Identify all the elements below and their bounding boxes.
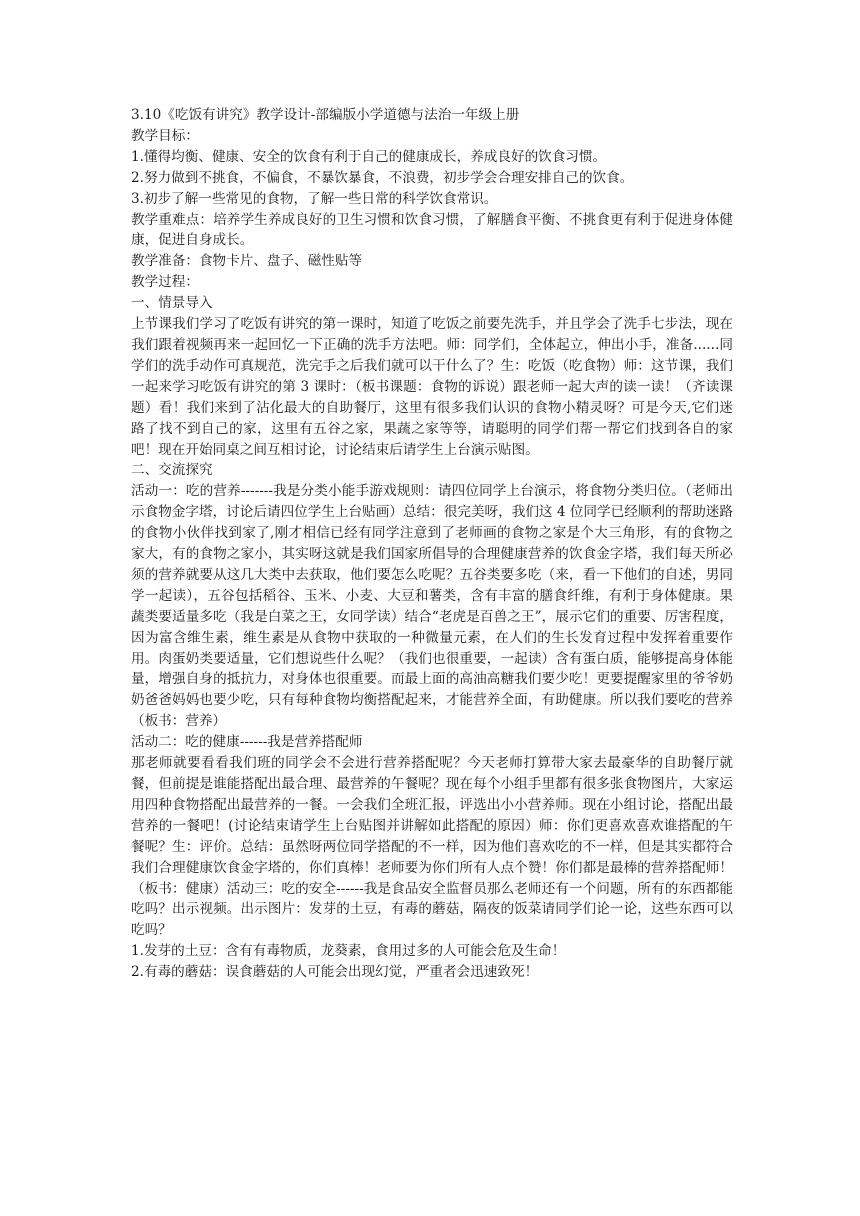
objective-item: 2.努力做到不挑食，不偏食，不暴饮暴食，不浪费，初步学会合理安排自己的饮食。: [131, 169, 634, 186]
document-title: 3.10《吃饭有讲究》教学设计-部编版小学道德与法治一年级上册: [131, 107, 520, 123]
section2-heading: 二、交流探究: [131, 462, 213, 479]
activity1-body: 活动一：吃的营养-------我是分类小能手游戏规则：请四位同学上台演示，将食物分类归位。（老师出示食物金字塔，讨论后请四位学生上台贴画）总结：很完美呀，我们这 4 位同学已经顺利的帮助迷路的食物小伙伴找到家了,刚才相信已经有同学注意到了老师画的食物之家是个大三角形，有的食物之家大，有的食物之家小，其实呀这就是我们国家所倡导的合理健康营养的饮食金字塔，我们每天所必须的营养就要从这几大类中去获取，他们要怎么吃呢？五谷类要多吃（来，看一下他们的自述，男同学一起读），五谷包括稻谷、玉米、小麦、大豆和薯类，含有丰富的膳食纤维，有利于身体健康。果蔬类要适量多吃（我是白菜之王，女同学读）结合“老虎是百兽之王”，展示它们的重要、厉害程度，因为富含维生素，维生素是从食物中获取的一种微量元素，在人们的生长发育过程中发挥着重要作用。肉蛋奶类要适量，它们想说些什么呢？（我们也很重要，一起读）含有蛋白质，能够提高身体能量，增强自身的抵抗力，对身体也很重要。而最上面的高油高糖我们要少吃！更要提醒家里的爷爷奶奶爸爸妈妈也要少吃，只有每种食物均衡搭配起来，才能营养全面，有助健康。所以我们要吃的营养（板书：营养）: [131, 483, 733, 730]
section1-body: 上节课我们学习了吃饭有讲究的第一课时，知道了吃饭之前要先洗手，并且学会了洗手七步法，现在我们跟着视频再来一起回忆一下正确的洗手方法吧。师：同学们，全体起立，伸出小手，准备......同学们的洗手动作可真规范，洗完手之后我们就可以干什么了？生：吃饭（吃食物）师：这节课，我们一起来学习吃饭有讲究的第 3 课时：（板书课题：食物的诉说）跟老师一起大声的读一读！（齐读课题）看！我们来到了沾化最大的自助餐厅，这里有很多我们认识的食物小精灵呀？可是今天,它们迷路了找不到自己的家，这里有五谷之家，果蔬之家等等，请聪明的同学们帮一帮它们找到各自的家吧！现在开始同桌之间互相讨论，讨论结束后请学生上台演示贴图。: [131, 316, 733, 458]
objective-item: 3.初步了解一些常见的食物，了解一些日常的科学饮食常识。: [131, 190, 498, 207]
objective-item: 1.懂得均衡、健康、安全的饮食有利于自己的健康成长，养成良好的饮食习惯。: [131, 148, 607, 165]
preparation: 教学准备：食物卡片、盘子、磁性贴等: [131, 253, 363, 270]
activity2-heading: 活动二：吃的健康------我是营养搭配师: [131, 734, 363, 751]
safety-item: 1.发芽的土豆：含有有毒物质，龙葵素，食用过多的人可能会危及生命！: [131, 943, 566, 960]
key-points: 教学重难点：培养学生养成良好的卫生习惯和饮食习惯，了解膳食平衡、不挑食更有利于促进身体健康，促进自身成长。: [131, 211, 733, 249]
process-heading: 教学过程：: [131, 274, 199, 291]
document-body: [131, 105, 733, 983]
section1-heading: 一、情景导入: [131, 295, 213, 312]
activity2-body: 那老师就要看看我们班的同学会不会进行营养搭配呢？今天老师打算带大家去最豪华的自助餐厅就餐，但前提是谁能搭配出最合理、最营养的午餐呢？现在每个小组手里都有很多张食物图片，大家运用四种食物搭配出最营养的一餐。一会我们全班汇报，评选出小小营养师。现在小组讨论，搭配出最营养的一餐吧！(讨论结束请学生上台贴图并讲解如此搭配的原因）师：你们更喜欢喜欢谁搭配的午餐呢？生：评价。总结：虽然呀两位同学搭配的不一样，因为他们喜欢吃的不一样，但是其实都符合我们合理健康饮食金字塔的，你们真棒！老师要为你们所有人点个赞！你们都是最棒的营养搭配师！（板书：健康）活动三：吃的安全------我是食品安全监督员那么老师还有一个问题，所有的东西都能吃吗？出示视频。出示图片：发芽的土豆，有毒的蘑菇，隔夜的饭菜请同学们论一论，这些东西可以吃吗？: [131, 755, 733, 939]
objectives-heading: 教学目标：: [131, 127, 199, 144]
safety-item: 2.有毒的蘑菇：误食蘑菇的人可能会出现幻觉，严重者会迅速致死！: [131, 964, 539, 981]
